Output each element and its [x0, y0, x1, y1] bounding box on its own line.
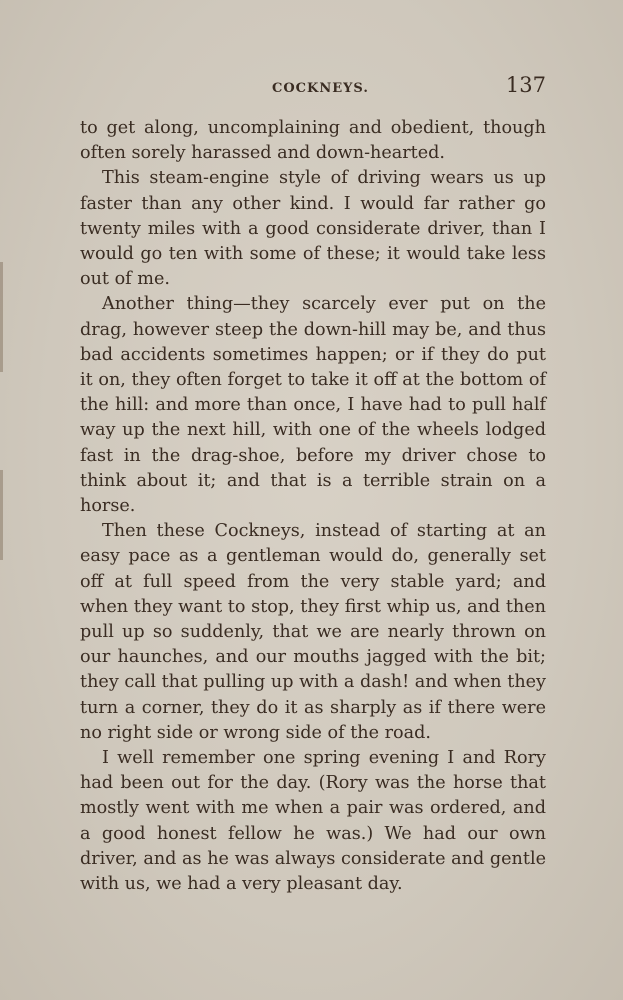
paragraph: I well remember one spring evening I and Rory had been out for the day. (Rory was the horse that mostly went with me when a pair was ordered, and a good honest fellow he was.) We had our own driver, and as he was always considerate and gentle with us, we had a very pleasant day.	[80, 748, 546, 895]
paragraph: Another thing—they scarcely ever put on the drag, however steep the down-hill may be, and thus bad accidents sometimes happen; or if they do put it on, they often forget to take it off at the bottom of the hill: and more than once, I have had to pull half way up the next hill, with one of the wheels lodged fast in the drag-shoe, before my driver chose to think about it; and that is a terrible strain on a horse.	[80, 294, 546, 517]
page-number: 137	[505, 73, 546, 97]
page-edge-mark	[0, 470, 3, 560]
running-head: COCKNEYS.	[272, 81, 369, 96]
page-edge-mark	[0, 262, 3, 372]
paragraph: to get along, uncomplaining and obedient, though often sorely harassed and down-hearted.	[80, 118, 546, 164]
page-header	[80, 73, 546, 103]
paragraph: Then these Cockneys, instead of starting at an easy pace as a gentleman would do, generally set off at full speed from the very stable yard; and when they want to stop, they first whip us, and then pull up so suddenly, that we are nearly thrown on our haunches, and our mouths jagged with the bit; they call that pulling up with a dash! and when they turn a corner, they do it as sharply as if there were no right side or wrong side of the road.	[80, 521, 546, 743]
body-text	[80, 116, 546, 897]
paragraph: This steam-engine style of driving wears us up faster than any other kind. I would far rather go twenty miles with a good considerate driver, than I would go ten with some of these; it would take less out of me.	[80, 168, 546, 290]
